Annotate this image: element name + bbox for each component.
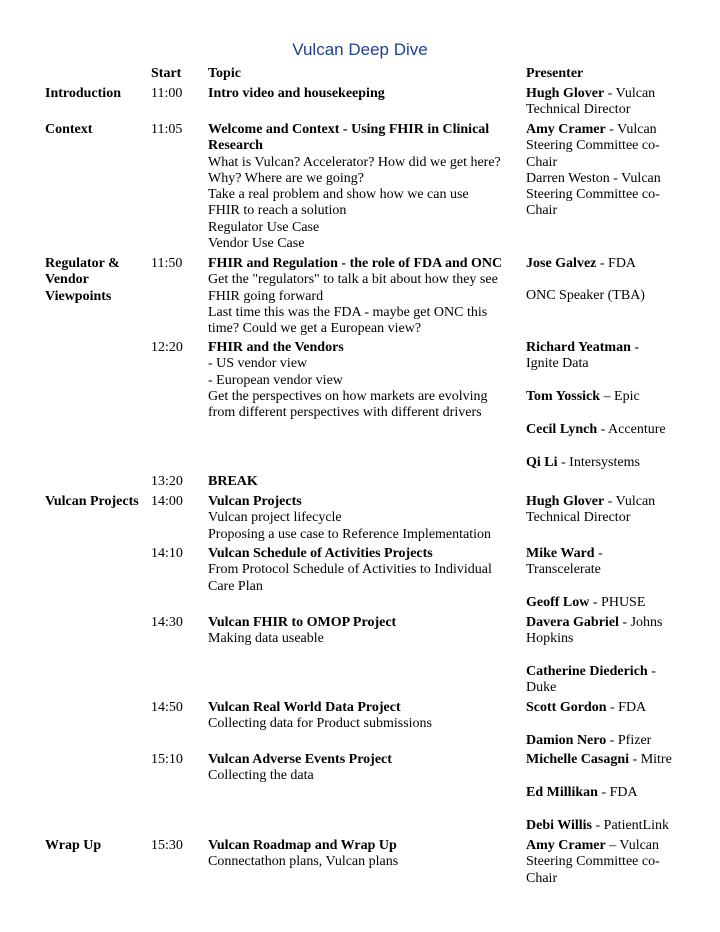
- topic-detail: Get the perspectives on how markets are evolving: [208, 388, 488, 404]
- topic-detail: Collecting the data: [208, 768, 314, 784]
- start-time: 12:20: [151, 340, 183, 355]
- presenter-entry: Amy Cramer - Vulcan Steering Committee co- Chair Darren Weston - Vulcan Steering Committee co- Chair: [526, 122, 661, 219]
- presenter-name: Mike Ward: [526, 546, 595, 561]
- presenter-entry: Geoff Low - PHUSE: [526, 595, 646, 610]
- topic-detail: Care Plan: [208, 578, 263, 594]
- topic-title: BREAK: [208, 474, 258, 489]
- topic-item: [208, 752, 508, 785]
- topic-detail: Vulcan project lifecycle: [208, 510, 342, 526]
- header-start: Start: [151, 66, 182, 81]
- presenter-entry: Hugh Glover - Vulcan Technical Director: [526, 86, 656, 118]
- presenter-name: Hugh Glover: [526, 86, 605, 101]
- topic-detail: time? Could we get a European view?: [208, 321, 422, 337]
- topic-item: [208, 838, 508, 871]
- topic-item: [208, 700, 508, 733]
- presenter-entry: Tom Yossick – Epic: [526, 389, 640, 404]
- topic-title: Vulcan FHIR to OMOP Project: [208, 615, 397, 630]
- topic-title: FHIR and Regulation - the role of FDA and ONC: [208, 256, 503, 271]
- topic-detail: - European vendor view: [208, 372, 343, 388]
- topic-detail: Vendor Use Case: [208, 236, 305, 252]
- topic-item: [208, 86, 508, 102]
- start-time: 11:50: [151, 256, 183, 271]
- presenter-name: Tom Yossick: [526, 389, 601, 404]
- topic-detail: Why? Where are we going?: [208, 170, 364, 186]
- start-time: 13:20: [151, 474, 183, 489]
- start-time: 11:05: [151, 122, 183, 137]
- presenter-entry: Debi Willis - PatientLink: [526, 818, 670, 833]
- presenter-name: Cecil Lynch: [526, 422, 598, 437]
- presenter-entry: Scott Gordon - FDA: [526, 700, 647, 715]
- presenter-name: Richard Yeatman: [526, 340, 631, 355]
- topic-detail: What is Vulcan? Accelerator? How did we get here?: [208, 154, 501, 170]
- topic-item: [208, 474, 508, 490]
- topic-detail: Regulator Use Case: [208, 219, 320, 235]
- presenter-entry: Ed Millikan - FDA: [526, 785, 638, 800]
- topic-detail: Collecting data for Product submissions: [208, 716, 432, 732]
- presenter-name: Jose Galvez: [526, 256, 597, 271]
- presenter-name: Hugh Glover: [526, 494, 605, 509]
- topic-detail: - US vendor view: [208, 356, 308, 372]
- presenter-name: Amy Cramer: [526, 122, 606, 137]
- topic-item: [208, 615, 508, 648]
- topic-detail: Take a real problem and show how we can use: [208, 187, 469, 203]
- presenter-entry: Damion Nero - Pfizer: [526, 733, 652, 748]
- topic-detail: Last time this was the FDA - maybe get ONC this: [208, 304, 488, 320]
- presenter-name: Amy Cramer: [526, 838, 606, 853]
- presenter-name: Damion Nero: [526, 733, 607, 748]
- topic-detail: Connectathon plans, Vulcan plans: [208, 854, 399, 870]
- topic-item: [208, 546, 508, 595]
- topic-title: Welcome and Context - Using FHIR in Clinical: [208, 122, 490, 137]
- start-time: 14:50: [151, 700, 183, 715]
- topic-title: Vulcan Real World Data Project: [208, 700, 401, 715]
- presenter-name: Debi Willis: [526, 818, 593, 833]
- topic-title: Vulcan Roadmap and Wrap Up: [208, 838, 397, 853]
- section-projects: Vulcan Projects: [45, 494, 139, 509]
- start-time: 14:30: [151, 615, 183, 630]
- section-context: Context: [45, 122, 93, 137]
- presenter-name: Geoff Low: [526, 595, 590, 610]
- presenter-name: Davera Gabriel: [526, 615, 619, 630]
- topic-detail: Making data useable: [208, 631, 324, 647]
- header-presenter: Presenter: [526, 66, 584, 81]
- topic-detail: FHIR going forward: [208, 288, 324, 304]
- topic-detail: from different perspectives with different drivers: [208, 405, 482, 421]
- presenter-entry: Richard Yeatman - Ignite Data: [526, 340, 640, 372]
- start-time: 15:10: [151, 752, 183, 767]
- presenter-entry: Mike Ward - Transcelerate: [526, 546, 603, 578]
- section-introduction: Introduction: [45, 86, 121, 101]
- presenter-name: Catherine Diederich: [526, 664, 648, 679]
- presenter-name: Scott Gordon: [526, 700, 607, 715]
- header-topic: Topic: [208, 66, 241, 81]
- topic-title: Vulcan Adverse Events Project: [208, 752, 392, 767]
- presenter-entry: Davera Gabriel - Johns Hopkins: [526, 615, 663, 647]
- topic-detail: FHIR to reach a solution: [208, 203, 347, 219]
- presenter-name: Ed Millikan: [526, 785, 598, 800]
- topic-title: Vulcan Schedule of Activities Projects: [208, 546, 433, 561]
- presenter-entry: ONC Speaker (TBA): [526, 288, 645, 303]
- start-time: 14:00: [151, 494, 183, 509]
- topic-title: FHIR and the Vendors: [208, 340, 344, 355]
- presenter-entry: Jose Galvez - FDA: [526, 256, 637, 271]
- topic-title: Vulcan Projects: [208, 494, 302, 509]
- topic-item: [208, 256, 508, 337]
- presenter-entry: Michelle Casagni - Mitre: [526, 752, 672, 767]
- topic-detail: Get the "regulators" to talk a bit about how they see: [208, 272, 498, 288]
- start-time: 15:30: [151, 838, 183, 853]
- topic-item: [208, 122, 508, 252]
- page-title: Vulcan Deep Dive: [292, 40, 428, 59]
- presenter-entry: Cecil Lynch - Accenture: [526, 422, 666, 437]
- topic-title: Research: [208, 138, 263, 154]
- presenter-name: Qi Li: [526, 455, 558, 470]
- section-regulator: Regulator & Vendor Viewpoints: [45, 256, 120, 304]
- start-time: 11:00: [151, 86, 183, 101]
- presenter-entry: Qi Li - Intersystems: [526, 455, 640, 470]
- start-time: 14:10: [151, 546, 183, 561]
- topic-item: [208, 494, 508, 543]
- topic-title: Intro video and housekeeping: [208, 86, 385, 101]
- topic-detail: From Protocol Schedule of Activities to Individual: [208, 562, 492, 578]
- presenter-entry: Hugh Glover - Vulcan Technical Director: [526, 494, 656, 526]
- presenter-entry: Catherine Diederich - Duke: [526, 664, 656, 696]
- presenter-entry: Amy Cramer – Vulcan Steering Committee co- Chair: [526, 838, 660, 886]
- presenter-name: Michelle Casagni: [526, 752, 630, 767]
- section-wrapup: Wrap Up: [45, 838, 102, 853]
- topic-detail: Proposing a use case to Reference Implementation: [208, 526, 492, 542]
- topic-item: [208, 340, 508, 421]
